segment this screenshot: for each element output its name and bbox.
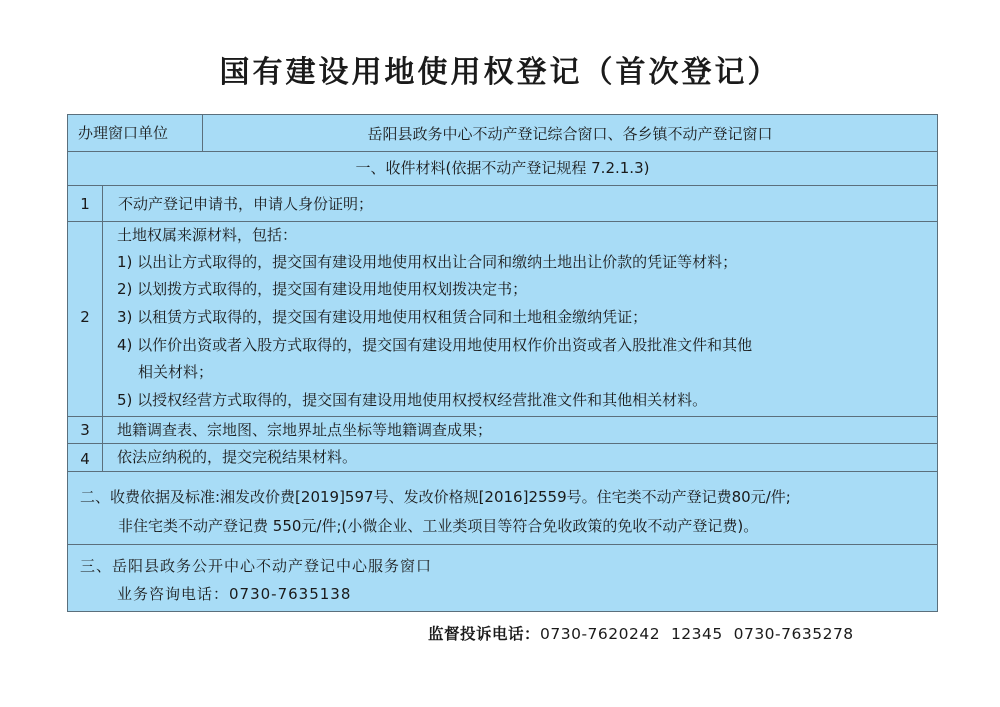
section-title-materials: 一、收件材料(依据不动产登记规程 7.2.1.3) [355,159,650,177]
service-window: 三、岳阳县政务公开中心不动产登记中心服务窗口 [80,557,433,575]
material-line: 1) 以出让方式取得的，提交国有建设用地使用权出让合同和缴纳土地出让价款的凭证等材料； [117,253,738,271]
material-line: 土地权属来源材料，包括： [117,226,298,244]
unit-value: 岳阳县政务中心不动产登记综合窗口、各乡镇不动产登记窗口 [367,125,773,143]
consult-phone: 业务咨询电话：0730-7635138 [117,585,352,603]
page-title: 国有建设用地使用权登记（首次登记） [219,55,781,90]
divider [68,221,937,222]
info-table [67,114,938,612]
divider [68,471,937,472]
fee-standard-line: 二、收费依据及标准:湘发改价费[2019]597号、发改价格规[2016]2559号。住宅类不动产登记费80元/件; [80,488,791,506]
material-line: 5) 以授权经营方式取得的，提交国有建设用地使用权授权经营批准文件和其他相关材料。 [117,391,708,409]
material-line: 依法应纳税的，提交完税结果材料。 [117,448,358,466]
fee-standard-line: 非住宅类不动产登记费 550元/件;(小微企业、工业类项目等符合免收政策的免收不动产登记费)。 [118,517,759,535]
material-line: 3) 以租赁方式取得的，提交国有建设用地使用权租赁合同和土地租金缴纳凭证； [117,308,648,326]
material-line: 2) 以划拨方式取得的，提交国有建设用地使用权划拨决定书； [117,280,528,298]
material-line: 地籍调查表、宗地图、宗地界址点坐标等地籍调查成果； [117,421,493,439]
complaint-phones: 0730-7620242 12345 0730-7635278 [540,625,854,643]
row-number: 2 [80,308,90,326]
row-number: 3 [80,421,90,439]
material-line: 不动产登记申请书，申请人身份证明； [118,195,374,213]
divider [68,151,937,152]
divider [68,185,937,186]
divider [68,443,937,444]
divider [102,186,103,472]
row-number: 1 [80,195,90,213]
complaint-hotline [428,622,854,644]
divider [68,416,937,417]
unit-label: 办理窗口单位 [78,124,169,142]
material-line: 相关材料； [138,363,214,381]
row-number: 4 [80,450,90,468]
material-line: 4) 以作价出资或者入股方式取得的，提交国有建设用地使用权作价出资或者入股批准文件和其他 [117,336,753,354]
divider [68,544,937,545]
complaint-label: 监督投诉电话： [428,625,541,643]
